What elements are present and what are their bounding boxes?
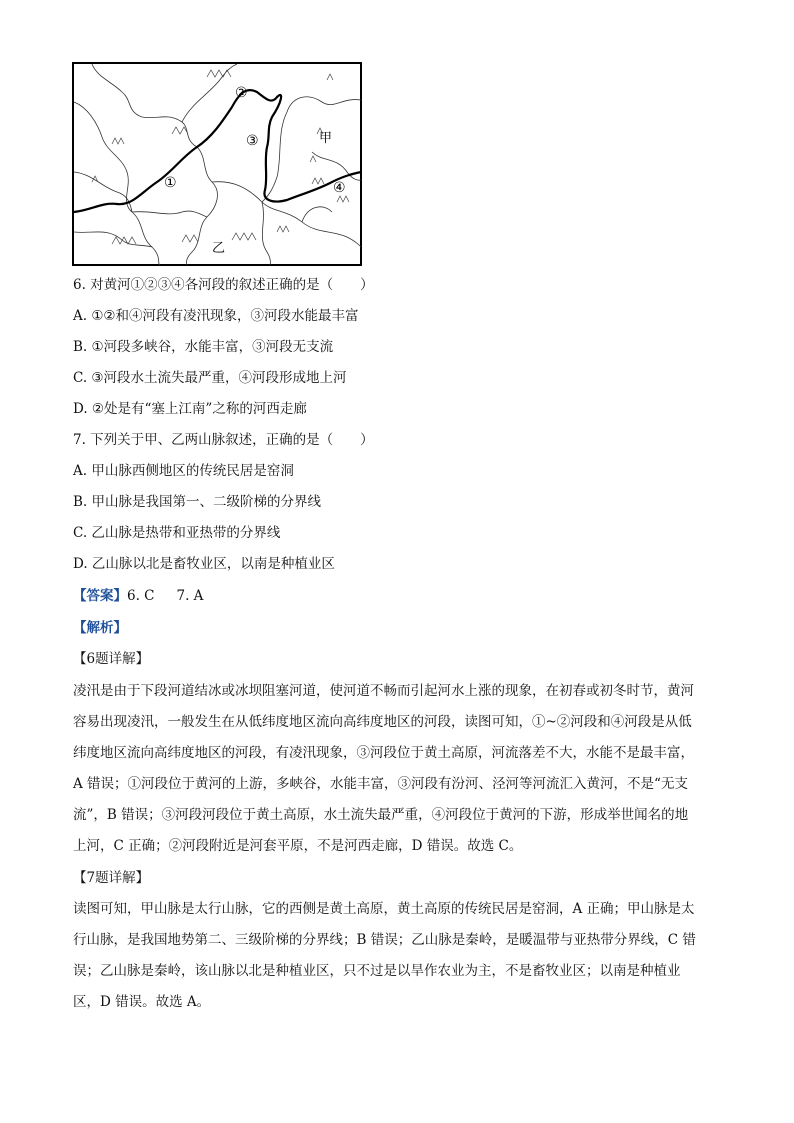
q6-detail-line-4: A 错误；①河段位于黄河的上游，多峡谷，水能丰富，③河段有汾河、泾河等河流汇入黄河，不是“无支 bbox=[73, 776, 688, 792]
q6-detail-line-1: 凌汛是由于下段河道结冰或冰坝阻塞河道，使河道不畅而引起河水上涨的现象，在初春或初冬时节，黄河 bbox=[73, 683, 694, 699]
q6-detail-line-2: 容易出现凌汛，一般发生在从低纬度地区流向高纬度地区的河段，读图可知，①~②河段和④河段是从低 bbox=[73, 714, 692, 730]
q7-option-d: D. 乙山脉以北是畜牧业区，以南是种植业区 bbox=[73, 556, 335, 572]
q7-detail-line-4: 区，D 错误。故选 A。 bbox=[73, 994, 211, 1010]
answer-7: 7. A bbox=[176, 588, 204, 604]
answer-6: 6. C bbox=[127, 588, 155, 604]
q6-option-c: C. ③河段水土流失最严重，④河段形成地上河 bbox=[73, 370, 347, 386]
q6-option-a: A. ①②和④河段有凌汛现象，③河段水能最丰富 bbox=[73, 308, 359, 324]
answer-line bbox=[73, 586, 203, 606]
map-label-jia: 甲 bbox=[319, 131, 333, 146]
q6-detail-line-6: 上河，C 正确；②河段附近是河套平原，不是河西走廊，D 错误。故选 C。 bbox=[73, 838, 523, 854]
map-label-2: ② bbox=[235, 85, 248, 101]
map-label-1: ① bbox=[164, 175, 177, 191]
map-label-yi: 乙 bbox=[212, 241, 226, 256]
map-label-3: ③ bbox=[246, 133, 259, 149]
q7-option-b: B. 甲山脉是我国第一、二级阶梯的分界线 bbox=[73, 494, 322, 510]
q6-detail-heading: 【6题详解】 bbox=[73, 651, 150, 667]
q6-option-d: D. ②处是有“塞上江南”之称的河西走廊 bbox=[73, 401, 307, 417]
q7-detail-line-1: 读图可知，甲山脉是太行山脉，它的西侧是黄土高原，黄土高原的传统民居是窑洞，A 正确；甲山脉是太 bbox=[73, 901, 695, 917]
q7-detail-line-2: 行山脉，是我国地势第二、三级阶梯的分界线；B 错误；乙山脉是秦岭，是暖温带与亚热带分界线，C 错 bbox=[73, 932, 696, 948]
yellow-river-map bbox=[72, 62, 362, 266]
analysis-tag: 【解析】 bbox=[73, 620, 127, 636]
q7-detail-line-3: 误；乙山脉是秦岭，该山脉以北是种植业区，只不过是以旱作农业为主，不是畜牧业区；以南是种植业 bbox=[73, 963, 681, 979]
map-label-4: ④ bbox=[333, 180, 346, 196]
map-frame bbox=[73, 63, 361, 265]
analysis-line bbox=[73, 618, 127, 638]
q6-option-b: B. ①河段多峡谷，水能丰富，③河段无支流 bbox=[73, 339, 334, 355]
q7-detail-heading: 【7题详解】 bbox=[73, 870, 150, 886]
q6-detail-line-3: 纬度地区流向高纬度地区的河段，有凌汛现象，③河段位于黄土高原，河流落差不大，水能不是最丰富， bbox=[73, 745, 694, 761]
q7-stem: 7. 下列关于甲、乙两山脉叙述，正确的是（ ） bbox=[73, 432, 374, 448]
answer-tag: 【答案】 bbox=[73, 588, 127, 604]
q7-option-a: A. 甲山脉西侧地区的传统民居是窑洞 bbox=[73, 463, 294, 479]
q6-stem: 6. 对黄河①②③④各河段的叙述正确的是（ ） bbox=[73, 277, 374, 293]
q6-detail-line-5: 流”，B 错误；③河段河段位于黄土高原，水土流失最严重，④河段位于黄河的下游，形成举世闻名的地 bbox=[73, 807, 689, 823]
q7-option-c: C. 乙山脉是热带和亚热带的分界线 bbox=[73, 525, 281, 541]
